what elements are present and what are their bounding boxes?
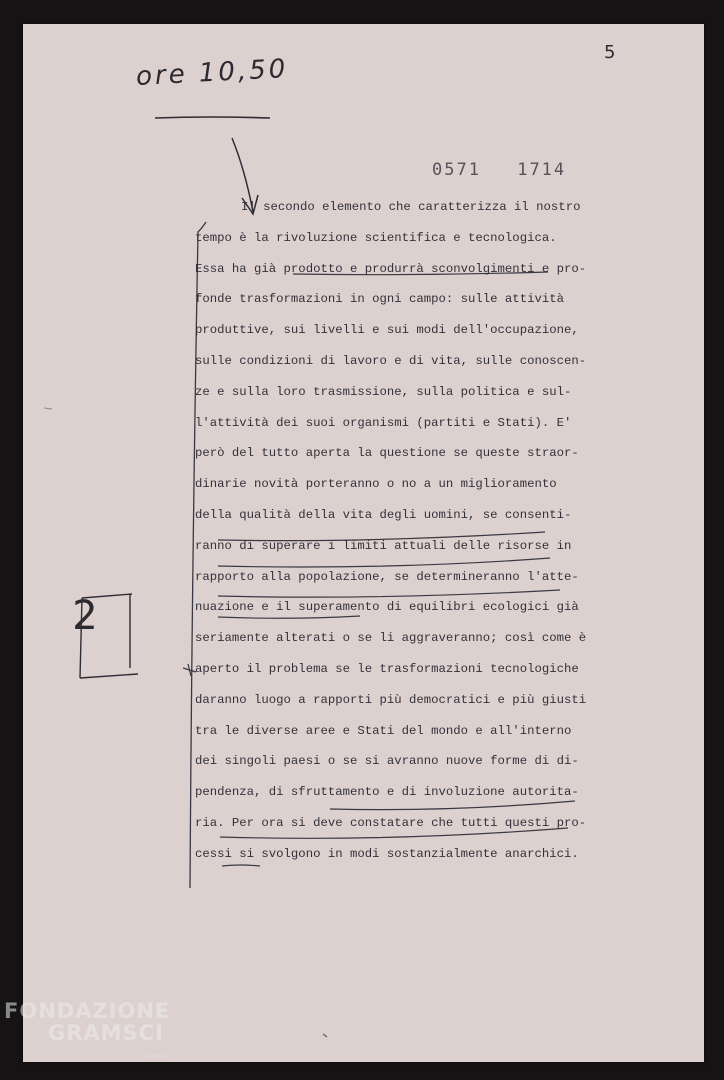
text-line: nuazione e il superamento di equilibri ecologici già xyxy=(195,600,579,615)
text-line: daranno luogo a rapporti più democratici e più giusti xyxy=(195,692,587,707)
text-line: produttive, sui livelli e sui modi dell'occupazione, xyxy=(195,323,579,338)
text-line: aperto il problema se le trasformazioni tecnologiche xyxy=(195,661,579,676)
text-line: Essa ha già prodotto e produrrà sconvolgimenti e pro- xyxy=(195,261,587,276)
text-line: fonde trasformazioni in ogni campo: sulle attività xyxy=(195,292,564,307)
text-line: ze e sulla loro trasmissione, sulla politica e sul- xyxy=(195,384,572,399)
typed-text xyxy=(195,192,587,870)
text-line: dinarie novità porteranno o no a un miglioramento xyxy=(195,477,557,492)
text-line: della qualità della vita degli uomini, se consenti- xyxy=(195,507,572,522)
watermark-logo xyxy=(4,1000,170,1044)
stamp-number-2: 1714 xyxy=(517,160,567,180)
stamp-number-1: 0571 xyxy=(432,160,481,180)
watermark-line-1: FONDAZIONE xyxy=(4,999,171,1023)
text-line: sulle condizioni di lavoro e di vita, sulle conoscen- xyxy=(195,353,587,368)
text-line: l'attività dei suoi organismi (partiti e Stati). E' xyxy=(195,415,572,430)
handwritten-time-note: ore 10,50 xyxy=(135,54,289,92)
text-line: pendenza, di sfruttamento e di involuzione autorita- xyxy=(195,785,579,800)
section-marker: 2 xyxy=(72,593,98,639)
time-underline xyxy=(155,117,270,118)
text-line: dei singoli paesi o se si avranno nuove forme di di- xyxy=(195,754,579,769)
watermark-sub: onlus xyxy=(147,1052,166,1060)
text-line: però del tutto aperta la questione se queste straor- xyxy=(195,446,579,461)
watermark-line-2: GRAMSCI xyxy=(48,1021,164,1045)
text-line: tempo è la rivoluzione scientifica e tecnologica. xyxy=(195,230,557,245)
text-line: cessi si svolgono in modi sostanzialmente anarchici. xyxy=(195,846,579,861)
text-line: ranno di superare i limiti attuali delle risorse in xyxy=(195,538,572,553)
text-line: rapporto alla popolazione, se determineranno l'atte- xyxy=(195,569,579,584)
page-number: 5 xyxy=(604,42,616,63)
text-line: Il secondo elemento che caratterizza il nostro xyxy=(241,200,581,214)
text-line: seriamente alterati o se li aggraveranno; così come è xyxy=(195,631,587,646)
section-box xyxy=(80,594,138,678)
text-line: tra le diverse aree e Stati del mondo e all'interno xyxy=(195,723,572,738)
text-line: ria. Per ora si deve constatare che tutti questi pro- xyxy=(195,815,587,830)
